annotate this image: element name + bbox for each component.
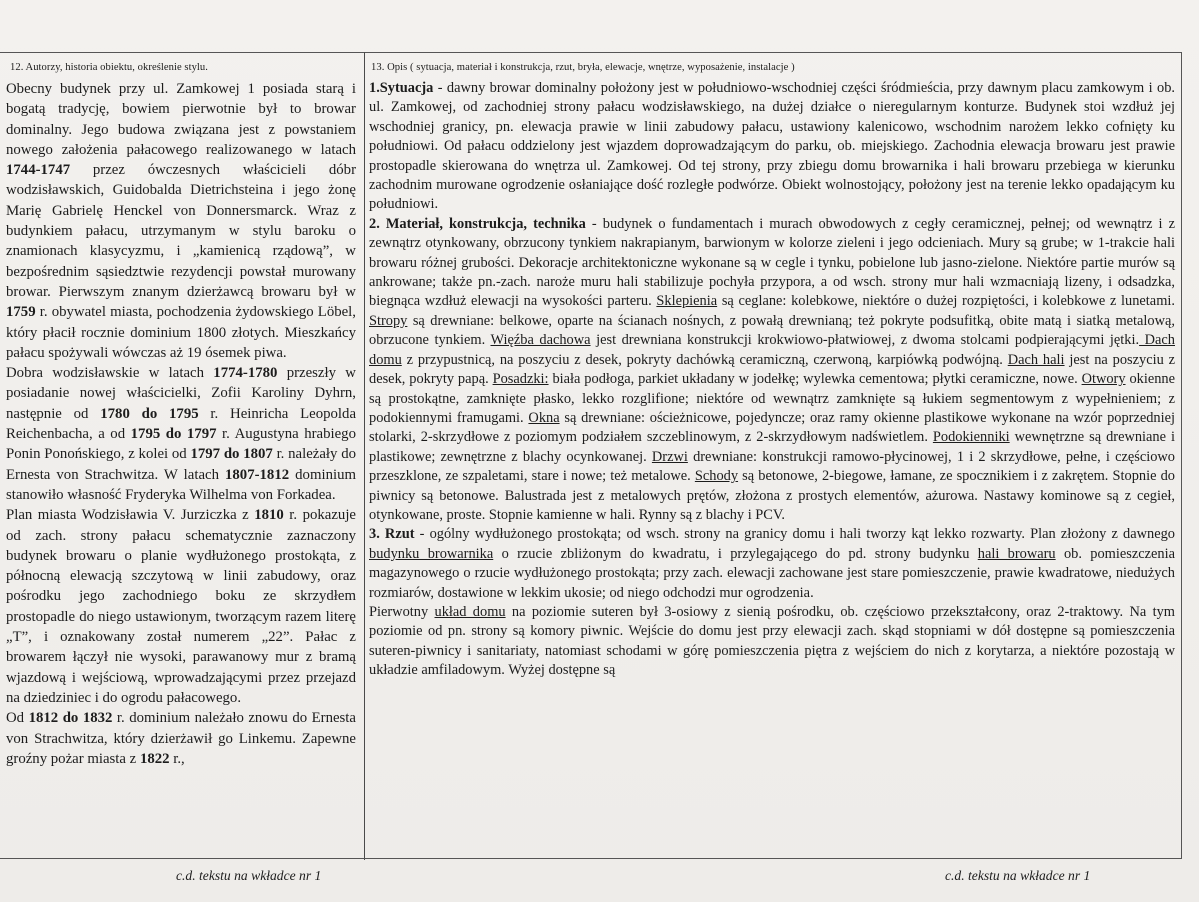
history-column: [6, 58, 356, 769]
bottom-rule: [0, 858, 1182, 859]
term-underlined: Sklepienia: [656, 293, 718, 310]
term-underlined: Stropy: [369, 312, 408, 329]
date-bold: 1807-1812: [225, 466, 290, 483]
text-run: biała podłoga, parkiet układany w jodełkę; wylewka cementowa; płytki ceramiczne, nowe.: [548, 371, 1082, 388]
date-bold: 1774-1780: [213, 365, 278, 382]
left-continuation-note: c.d. tekstu na wkładce nr 1: [176, 868, 322, 883]
section-title: 2. Materiał, konstrukcja, technika: [369, 215, 586, 232]
section-plan-layout: [369, 603, 1175, 681]
text-run: r. obywatel miasta, pochodzenia żydowskiego Löbel, który płacił rocznie dominium 1800 złotych. Mieszkańcy pałacu spożywali wówczas aż 19 ósemek piwa.: [6, 304, 356, 361]
text-run: są betonowe, 2-biegowe, łamane, ze spocznikiem i z zakrętem. Stopnie do piwnicy są betonowe. Balustrada jest z metalowych prętów, złożona z prostych elementów, ażurowa. Nastawy kominowe są z cegieł, otynkowane, proste. Stopnie kamienne w hali. Rynny są z blachy i PCV.: [369, 468, 1175, 523]
date-bold: 1795 do 1797: [130, 426, 217, 443]
text-run: z przypustnicą, na poszyciu z desek, pokryty dachówką ceramiczną, czerwoną, karpiówką podwójną.: [401, 351, 1008, 368]
history-paragraph-4: [6, 708, 356, 769]
term-underlined: Dach hali: [1007, 351, 1065, 368]
top-rule: [0, 52, 1182, 53]
text-run: Dobra wodzisławskie w latach: [6, 365, 214, 382]
term-underlined: Drzwi: [651, 448, 688, 465]
date-bold: 1822: [139, 750, 170, 767]
text-run: Od: [6, 710, 29, 727]
history-paragraph-1: [6, 79, 356, 363]
text-run: wewnętrzne są drewniane i plastikowe; zewnętrzne z blachy ocynkowanej.: [369, 429, 1175, 465]
text-run: - ogólny wydłużonego prostokąta; od wsch. strony na granicy domu i hali tworzy kąt lekko rozwarty. Plan złożony z dawnego: [414, 526, 1175, 543]
section-title: 3. Rzut: [369, 526, 415, 543]
text-run: jest na poszyciu z desek, pokryty papą.: [369, 351, 1176, 388]
right-rule: [1181, 52, 1182, 859]
text-run: - dawny browar dominalny położony jest w południowo-wschodniej części śródmieścia, przy dawnym placu zamkowym i ob. ul. Zamkowej, od zachodniej strony pałacu wodzisławskiego, na dużej działce o nieregularnym konturze. Budynek stoi wzdłuż jej wschodniej granicy, pn. elewacja prawie w linii zabudowy pałacu, ustawiony kalenicowo, wschodnim narożem lekko cofnięty ku południowi. Od pałacu oddzielony jest wjazdem doprowadzającym do parku, ob. miejskiego. Zachodnia elewacja browaru jest prawie prostopadle skierowana do wnętrza ul. Zamkowej. Od tej strony, przy zbiegu domu browarnika i hali browaru przebiega w kierunku zachodnim murowane ogrodzenie osłaniające dość rozległe podwórze. Obiekt wolnostojący, położony jest na terenie lekko opadającym ku południowi.: [369, 80, 1175, 213]
text-run: r. należały do Ernesta von Strachwitza. W latach: [6, 446, 356, 483]
text-run: r. pokazuje od zach. strony pałacu schematycznie zaznaczony budynek browaru o planie wydłużonego prostokąta, z północną elewacją szczytową w linii zabudowy, oraz pośrodku jego zachodniego boku ze skrzydłem prostopadle do niego ustawionym, tworzącym razem literę „T”, i oznakowany został numerem „22”. Pałac z browarem łączył nie wysoki, parawanowy mur z bramą wjazdową i wejściową, wprowadzającymi przez przejazd na dziedziniec i do ogrodu pałacowego.: [6, 507, 356, 706]
text-run: są drewniane: ościeżnicowe, pojedyncze; oraz ramy okienne plastikowe wykonane na wzór poprzedniej stolarki, 2-skrzydłowe z poziomym podziałem szczeblinowym, z 2-skrzydłowym nadświetlem.: [369, 409, 1176, 446]
text-run: są drewniane: belkowe, oparte na ścianach nośnych, z powałą drewnianą; też pokryte podsufitką, obite matą i siatką metalową, obrzucone tynkiem.: [369, 312, 1175, 349]
section-material: [369, 215, 1175, 526]
date-bold: 1810: [254, 507, 284, 524]
term-underlined: budynku browarnika: [369, 545, 494, 562]
text-run: dominium stanowiło własność Fryderyka Wilhelma von Forkadea.: [6, 466, 356, 503]
description-column: [369, 58, 1175, 681]
history-header: 12. Autorzy, historia obiektu, określenie stylu.: [10, 62, 208, 73]
text-run: - budynek o fundamentach i murach obwodowych z cegły ceramicznej, pełnej; od wewnątrz i z zewnątrz otynkowany, obrzucony tynkiem nakrapianym, barwionym w kolorze zieleni i jego odcieniach. Mury są grube; w 1-trakcie hali browaru różnej grubości. Dekoracje architektoniczne wykonane są w cegle i tynku, pobielone lub jasno-zielone. Niektóre partie murów są ankrowane; także pn.-zach. naroże muru hali stabilizuje pochyła przypora, a od wsch. strony mur hali wzmacniają lizeny, i odsadzka, biegnąca wzdłuż elewacji na wysokości parteru.: [369, 215, 1175, 310]
term-underlined: Więźba dachowa: [490, 332, 591, 349]
text-run: przeszły w posiadanie nowej właścicielki, Zofii Karoliny Dyhrn, następnie od: [6, 365, 356, 422]
text-run: r. Heinricha Leopolda Reichenbacha, a od: [6, 405, 357, 443]
text-run: Pierwotny: [369, 603, 435, 620]
text-run: r. Augustyna hrabiego Ponin Ponońskiego, z kolei od: [6, 426, 356, 463]
text-run: r.,: [169, 750, 185, 767]
history-paragraph-2: [6, 363, 356, 505]
text-run: r. dominium należało znowu do Ernesta von Strachwitza, który dzierżawił go Linkemu. Zapewne groźny pożar miasta z: [6, 710, 356, 767]
text-run: są ceglane: kolebkowe, niektóre o dużej rozpiętości, i kolebkowe z lunetami.: [717, 293, 1175, 310]
term-underlined: Okna: [528, 409, 560, 426]
text-run: przez ówczesnych właścicieli dóbr wodzisławskich, Guidobalda Dietrichsteina i jego żonę Marię Gabrielę Henckel von Donnersmarck. Wraz z budynkiem pałacu, utrzymanym w stylu baroku o znamionach klasycyzmu, i „kamienicą rządową”, w bezpośrednim sąsiedztwie rezydencji powstał murowany browar. Pierwszym znanym dzierżawcą browaru był w: [6, 162, 356, 300]
column-divider: [364, 52, 365, 860]
date-bold: 1744-1747: [6, 162, 71, 179]
text-run: o rzucie zbliżonym do kwadratu, i przylegającego do pd. strony budynku: [493, 545, 978, 562]
text-run: na poziomie suteren był 3-osiowy z sienią pośrodku, ob. częściowo przekształcony, oraz 2-traktowy. Na tym poziomie od pn. strony są komory piwnic. Wejście do domu jest przy elewacji zach. skąd stopniami w dół dostępne są pomieszczenia suteren-piwnicy i sanitariaty, natomiast schodami w górę pomieszczenia piętra z wejściem do nich z korytarza, a niektóre pozostają w układzie amfiladowym. Wyżej dostępne są: [369, 603, 1175, 679]
text-run: drewniane: konstrukcji ramowo-płycinowej, 1 i 2 skrzydłowe, pełne, i częściowo przeszklone, ze szpaletami, stare i nowe; też metalowe.: [369, 448, 1175, 485]
term-underlined: hali browaru: [977, 545, 1056, 562]
text-run: ob. pomieszczenia magazynowego o rzucie wydłużonego prostokąta; przy zach. elewacji zachowane jest stare pomieszczenie, prawie kwadratowe, niedużych rozmiarów, dostawione w lekkim ukosie; od niego odchodzi mur ogrodzenia.: [369, 545, 1175, 601]
term-underlined: Posadzki:: [492, 371, 549, 388]
date-bold: 1780 do 1795: [100, 405, 199, 422]
term-underlined: układ domu: [434, 603, 506, 620]
term-underlined: Podokienniki: [932, 429, 1010, 446]
term-underlined: Otwory: [1081, 371, 1126, 388]
section-situation: [369, 79, 1175, 215]
text-run: jest drewniana konstrukcji krokwiowo-płatwiowej, z dwoma stolcami podpierającymi jętki.: [590, 332, 1140, 349]
section-title: 1.Sytuacja: [369, 80, 434, 96]
history-paragraph-3: [6, 505, 356, 708]
date-bold: 1759: [6, 304, 36, 321]
text-run: Obecny budynek przy ul. Zamkowej 1 posiada starą i bogatą tradycję, bowiem pierwotnie był to browar dominalny. Jego budowa związana jest z powstaniem nowego założenia pałacowego realizowanego w latach: [6, 81, 356, 158]
section-plan: [369, 525, 1175, 603]
date-bold: 1812 do 1832: [28, 710, 113, 727]
term-underlined: Schody: [694, 468, 739, 485]
description-header: 13. Opis ( sytuacja, materiał i konstrukcja, rzut, bryła, elewacje, wnętrze, wyposażenie, instalacje ): [371, 62, 795, 73]
term-underlined: Dach domu: [369, 332, 1175, 368]
date-bold: 1797 do 1807: [190, 446, 273, 463]
text-run: Plan miasta Wodzisławia V. Jurziczka z: [6, 507, 255, 524]
right-continuation-note: c.d. tekstu na wkładce nr 1: [945, 868, 1091, 883]
text-run: okienne są prostokątne, zamknięte płasko, lekko rozglifione; niektóre od wewnątrz zamknięte są łukiem segmentowym z wypełnieniem; z podokiennymi framugami.: [369, 371, 1175, 426]
